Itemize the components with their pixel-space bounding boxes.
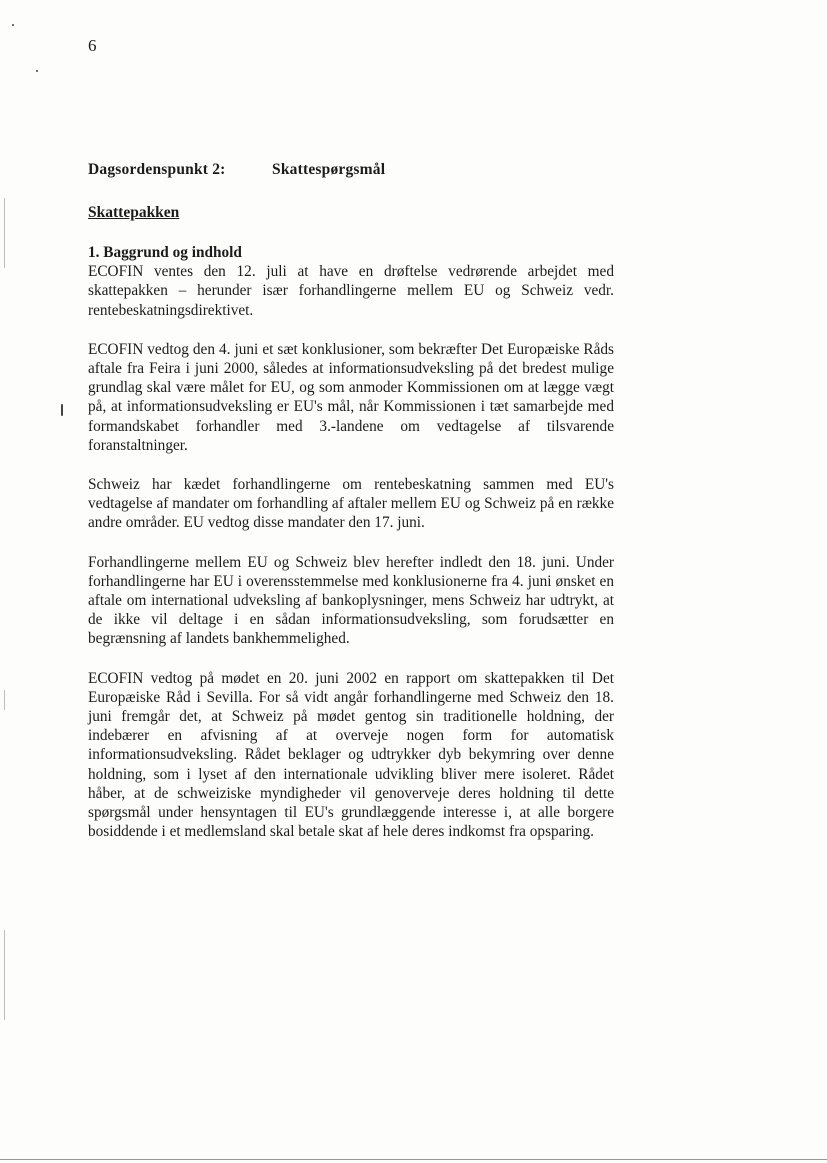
document-body (88, 243, 614, 841)
scan-dot (36, 70, 38, 72)
agenda-topic: Skattespørgsmål (272, 161, 386, 178)
page-number: 6 (88, 36, 97, 55)
paragraph-1: ECOFIN ventes den 12. juli at have en drøftelse vedrørende arbejdet med skattepakken – herunder især forhandlingerne mellem EU og Schweiz vedr. rentebeskatningsdirektivet. (88, 263, 614, 319)
paragraph-4: Forhandlingerne mellem EU og Schweiz blev herefter indledt den 18. juni. Under forhandlingerne har EU i overensstemmelse med konklusionerne fra 4. juni ønsket en aftale om international udveksling af bankoplysninger, mens Schweiz har udtrykt, at de ikke vil deltage i en sådan informationsudveksling, som forudsætter en begrænsning af landets bankhemmelighed. (88, 553, 614, 648)
scan-dot (61, 404, 63, 416)
paragraph-2: ECOFIN vedtog den 4. juni et sæt konklusioner, som bekræfter Det Europæiske Råds aftale fra Feira i juni 2000, således at informationsudveksling på det bredest mulige grundlag skal være målet for EU, og som anmoder Kommissionen om at lægge vægt på, at informationsudveksling er EU's mål, når Kommissionen i tæt samarbejde med formandskabet forhandler med 3.-landene om vedtagelse af tilsvarende foranstaltninger. (88, 340, 614, 454)
section-title: Skattepakken (88, 204, 180, 221)
paragraph-3: Schweiz har kædet forhandlingerne om rentebeskatning sammen med EU's vedtagelse af mandater om forhandling af aftaler mellem EU og Schweiz på en række andre områder. EU vedtog disse mandater den 17. juni. (88, 476, 614, 532)
scan-dot (12, 24, 14, 26)
scan-margin-mark (4, 198, 5, 268)
scan-margin-mark (4, 690, 5, 710)
subheading: 1. Baggrund og indhold (88, 244, 242, 261)
agenda-label: Dagsordenspunkt 2: (88, 161, 226, 178)
agenda-item (88, 161, 385, 179)
scan-margin-mark (4, 930, 5, 1020)
scan-bottom-line (0, 1159, 827, 1160)
paragraph-5: ECOFIN vedtog på mødet en 20. juni 2002 en rapport om skattepakken til Det Europæiske Råd i Sevilla. For så vidt angår forhandlingerne med Schweiz den 18. juni fremgår det, at Schweiz på mødet gentog sin traditionelle holdning, der indebærer en afvisning af at overveje nogen form for automatisk informationsudveksling. Rådet beklager og udtrykker dyb bekymring over denne holdning, som i lyset af den internationale udvikling bliver mere isoleret. Rådet håber, at de schweiziske myndigheder vil genoverveje deres holdning til dette spørgsmål under hensyntagen til EU's grundlæggende interesse i, at alle borgere bosiddende i et medlemsland skal betale skat af hele deres indkomst fra opsparing. (88, 669, 614, 841)
